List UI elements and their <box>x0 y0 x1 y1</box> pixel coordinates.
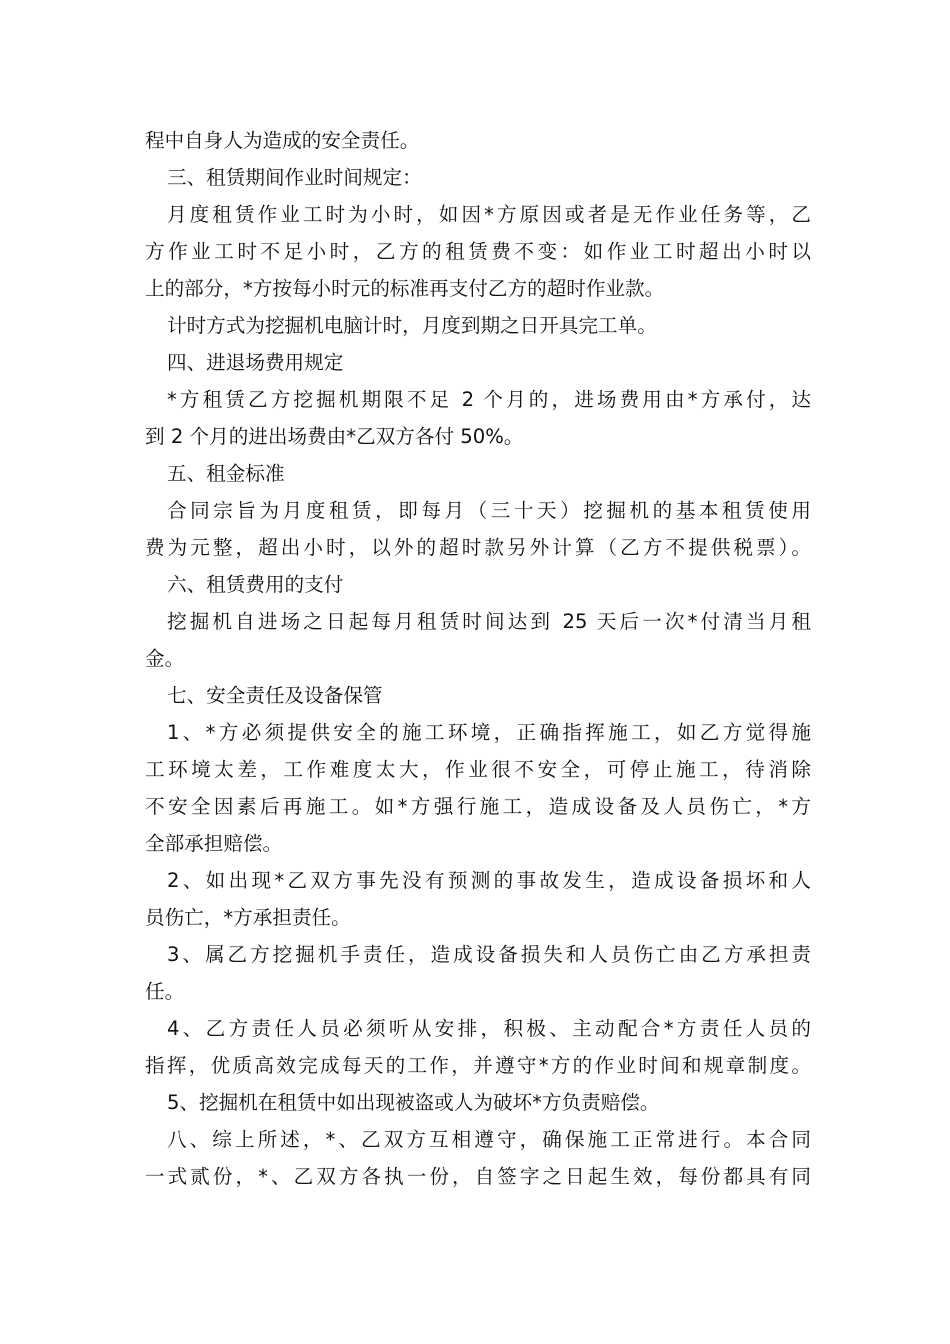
paragraph-line: 2、如出现*乙双方事先没有预测的事故发生，造成设备损坏和人 <box>167 869 811 892</box>
paragraph-line: 六、租赁费用的支付 <box>167 573 344 596</box>
paragraph-line: 上的部分，*方按每小时元的标准再支付乙方的超时作业款。 <box>145 277 665 300</box>
paragraph-line: 程中自身人为造成的安全责任。 <box>145 129 420 152</box>
paragraph-line: 计时方式为挖掘机电脑计时，月度到期之日开具完工单。 <box>167 314 657 337</box>
paragraph-line: 不安全因素后再施工。如*方强行施工，造成设备及人员伤亡，*方 <box>145 795 811 818</box>
paragraph-line: 任。 <box>145 980 185 1003</box>
paragraph-line: 1、*方必须提供安全的施工环境，正确指挥施工，如乙方觉得施 <box>167 721 811 744</box>
paragraph-line: 八、综上所述，*、乙双方互相遵守，确保施工正常进行。本合同 <box>167 1128 811 1151</box>
paragraph-line: 到 2 个月的进出场费由*乙双方各付 50%。 <box>145 425 524 448</box>
paragraph-line: 七、安全责任及设备保管 <box>167 684 383 707</box>
paragraph-line: 全部承担赔偿。 <box>145 832 283 855</box>
paragraph-line: 4、乙方责任人员必须听从安排，积极、主动配合*方责任人员的 <box>167 1017 811 1040</box>
paragraph-line: 工环境太差，工作难度太大，作业很不安全，可停止施工，待消除 <box>145 758 811 781</box>
paragraph-line: 5、挖掘机在租赁中如出现被盗或人为破坏*方负责赔偿。 <box>167 1091 660 1114</box>
paragraph-line: 金。 <box>145 647 185 670</box>
paragraph-line: 3、属乙方挖掘机手责任，造成设备损失和人员伤亡由乙方承担责 <box>167 943 811 966</box>
paragraph-line: 员伤亡，*方承担责任。 <box>145 906 351 929</box>
paragraph-line: 月度租赁作业工时为小时，如因*方原因或者是无作业任务等，乙 <box>167 203 811 226</box>
paragraph-line: 费为元整，超出小时，以外的超时款另外计算（乙方不提供税票）。 <box>145 536 811 559</box>
paragraph-line: *方租赁乙方挖掘机期限不足 2 个月的，进场费用由*方承付，达 <box>167 388 811 411</box>
paragraph-line: 四、进退场费用规定 <box>167 351 344 374</box>
paragraph-line: 三、租赁期间作业时间规定： <box>167 166 422 189</box>
paragraph-line: 挖掘机自进场之日起每月租赁时间达到 25 天后一次*付清当月租 <box>167 610 811 633</box>
paragraph-line: 五、租金标准 <box>167 462 285 485</box>
paragraph-line: 合同宗旨为月度租赁，即每月（三十天）挖掘机的基本租赁使用 <box>167 499 811 522</box>
paragraph-line: 指挥，优质高效完成每天的工作，并遵守*方的作业时间和规章制度。 <box>145 1054 811 1077</box>
contract-text-body <box>145 122 811 1195</box>
paragraph-line: 方作业工时不足小时，乙方的租赁费不变：如作业工时超出小时以 <box>145 240 811 263</box>
paragraph-line: 一式贰份，*、乙双方各执一份，自签字之日起生效，每份都具有同 <box>145 1165 811 1188</box>
